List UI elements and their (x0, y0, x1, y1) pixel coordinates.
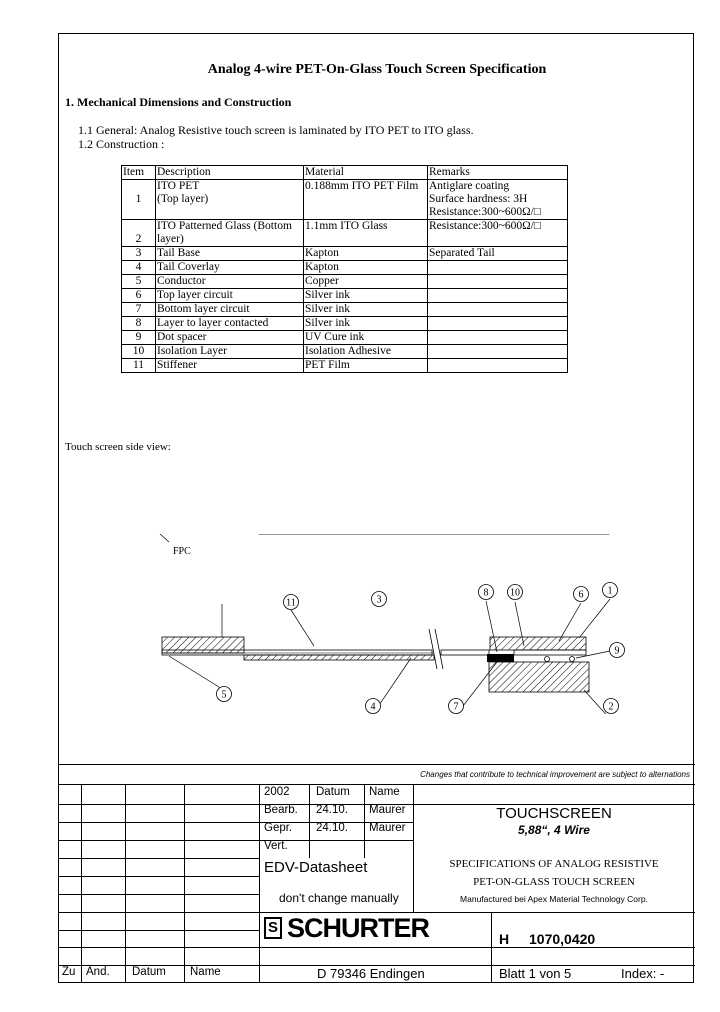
table-body (122, 180, 568, 373)
cell-material: Isolation Adhesive (304, 345, 428, 359)
sheet-count: Blatt 1 von 5 (499, 966, 572, 981)
header-description: Description (156, 166, 304, 180)
table-row (122, 331, 568, 345)
construction-table (121, 165, 568, 373)
product-title: TOUCHSCREEN (496, 805, 612, 822)
year: 2002 (264, 786, 290, 798)
top-view-strip (139, 534, 609, 542)
cell-description (156, 180, 304, 220)
product-subtitle: 5,88“, 4 Wire (518, 823, 590, 837)
cell-material: 0.188mm ITO PET Film (304, 180, 428, 220)
callout-number: 9 (614, 645, 620, 657)
cell-material: UV Cure ink (304, 331, 428, 345)
cell-remarks (428, 275, 568, 289)
cell-material: Silver ink (304, 289, 428, 303)
table-row (122, 317, 568, 331)
remark-line: Resistance:300~600Ω/□ (429, 206, 541, 218)
document-title: Analog 4-wire PET-On-Glass Touch Screen Specification (207, 62, 547, 77)
remark-line (429, 303, 566, 316)
description-line: Isolation Layer (157, 345, 227, 357)
cell-material: PET Film (304, 359, 428, 373)
cell-remarks (428, 289, 568, 303)
description-line: Top layer circuit (157, 289, 233, 301)
description-line: ITO PET (157, 180, 200, 192)
description-line: Conductor (157, 275, 206, 287)
spec-line-1: SPECIFICATIONS OF ANALOG RESISTIVE (449, 858, 659, 870)
cell-item: 7 (122, 303, 156, 317)
cell-remarks (428, 345, 568, 359)
general-line: 1.1 General: Analog Resistive touch screen is laminated by ITO PET to ITO glass. (78, 123, 474, 137)
cell-remarks (428, 303, 568, 317)
cell-remarks (428, 317, 568, 331)
cell-material: Silver ink (304, 317, 428, 331)
vert-label: Vert. (264, 840, 288, 852)
description-line: Layer to layer contacted (157, 317, 269, 329)
gepr-name: Maurer (369, 822, 406, 834)
description-line: Bottom layer circuit (157, 303, 250, 315)
spec-line-2: PET-ON-GLASS TOUCH SCREEN (473, 876, 635, 888)
doc-number: 1070,0420 (529, 931, 596, 947)
bearb-name: Maurer (369, 804, 406, 816)
cell-description (156, 289, 304, 303)
cell-remarks (428, 359, 568, 373)
cell-remarks (428, 247, 568, 261)
cell-item: 10 (122, 345, 156, 359)
callout-number: 10 (510, 587, 520, 599)
cell-item: 11 (122, 359, 156, 373)
cell-material: Kapton (304, 261, 428, 275)
cell-item: 4 (122, 261, 156, 275)
description-line: Dot spacer (157, 331, 207, 343)
cell-item: 8 (122, 317, 156, 331)
remark-line (429, 331, 566, 344)
cell-item: 5 (122, 275, 156, 289)
cell-item: 9 (122, 331, 156, 345)
remark-line: Separated Tail (429, 247, 495, 259)
table-row (122, 345, 568, 359)
header-item: Item (122, 166, 156, 180)
remark-line: Antiglare coating (429, 180, 510, 192)
gepr-label: Gepr. (264, 822, 293, 834)
table-row (122, 359, 568, 373)
cell-description (156, 247, 304, 261)
cell-remarks (428, 331, 568, 345)
cell-item: 6 (122, 289, 156, 303)
table-row (122, 303, 568, 317)
col-aend: Änd. (86, 966, 110, 978)
description-line: Tail Base (157, 247, 200, 259)
cell-material: 1.1mm ITO Glass (304, 220, 428, 247)
description-line: layer) (157, 233, 184, 245)
table-row (122, 289, 568, 303)
cell-description (156, 275, 304, 289)
col-zu: Zu (62, 966, 76, 978)
side-section (162, 629, 589, 692)
gepr-date: 24.10. (316, 822, 348, 834)
side-view-drawing (129, 534, 629, 714)
address: D 79346 Endingen (317, 966, 425, 981)
header-material: Material (304, 166, 428, 180)
table-row (122, 247, 568, 261)
edv-datasheet: EDV-Datasheet (264, 859, 368, 876)
cell-description (156, 220, 304, 247)
callout-number: 7 (453, 701, 459, 713)
col-name: Name (190, 966, 221, 978)
datum-label: Datum (316, 786, 350, 798)
index: Index: - (621, 966, 665, 981)
callout-number: 6 (578, 589, 584, 601)
side-view-label: Touch screen side view: (65, 441, 171, 453)
cell-material: Kapton (304, 247, 428, 261)
table-row (122, 180, 568, 220)
remark-line (429, 359, 566, 372)
col-datum: Datum (132, 966, 166, 978)
remark-line (429, 317, 566, 330)
description-line: Tail Coverlay (157, 261, 220, 273)
schurter-logo-mark: S (264, 917, 282, 939)
callout-number: 2 (608, 701, 614, 713)
callout-number: 5 (221, 689, 227, 701)
cell-description (156, 345, 304, 359)
cell-material: Silver ink (304, 303, 428, 317)
cell-remarks (428, 180, 568, 220)
cell-material: Copper (304, 275, 428, 289)
cell-remarks (428, 220, 568, 247)
cell-item: 1 (122, 180, 156, 220)
cell-item: 3 (122, 247, 156, 261)
remark-line (429, 275, 566, 288)
changes-note: Changes that contribute to technical improvement are subject to alternations (420, 770, 690, 779)
bearb-date: 24.10. (316, 804, 348, 816)
remark-line (429, 261, 566, 274)
table-row (122, 275, 568, 289)
cell-remarks (428, 261, 568, 275)
callout-number: 11 (286, 597, 296, 609)
drawing-sheet (58, 33, 694, 983)
construction-line: 1.2 Construction : (78, 137, 165, 151)
header-remarks: Remarks (428, 166, 568, 180)
name-label: Name (369, 786, 400, 798)
callout-number: 1 (607, 585, 613, 597)
cell-description (156, 303, 304, 317)
description-line: (Top layer) (157, 193, 209, 205)
fpc-label: FPC (173, 546, 191, 557)
description-line: Stiffener (157, 359, 198, 371)
cell-description (156, 261, 304, 275)
section-heading: 1. Mechanical Dimensions and Construction (65, 95, 292, 109)
remark-line (429, 289, 566, 302)
cell-description (156, 317, 304, 331)
remark-line (429, 345, 566, 358)
schurter-logo: SCHURTER (287, 913, 430, 943)
doc-prefix: H (499, 931, 510, 947)
table-header-row (122, 166, 568, 180)
remark-line: Resistance:300~600Ω/□ (429, 220, 541, 232)
callout-number: 4 (370, 701, 376, 713)
cell-item: 2 (122, 220, 156, 247)
cell-description (156, 359, 304, 373)
dont-change-note: don't change manually (279, 891, 399, 905)
remark-line: Surface hardness: 3H (429, 193, 528, 205)
bearb-label: Bearb. (264, 804, 298, 816)
manufactured-note: Manufactured bei Apex Material Technology Corp. (460, 894, 648, 904)
description-line: ITO Patterned Glass (Bottom (157, 220, 292, 232)
table-row (122, 261, 568, 275)
callout-number: 8 (483, 587, 489, 599)
cell-description (156, 331, 304, 345)
callout-number: 3 (376, 594, 382, 606)
table-row (122, 220, 568, 247)
